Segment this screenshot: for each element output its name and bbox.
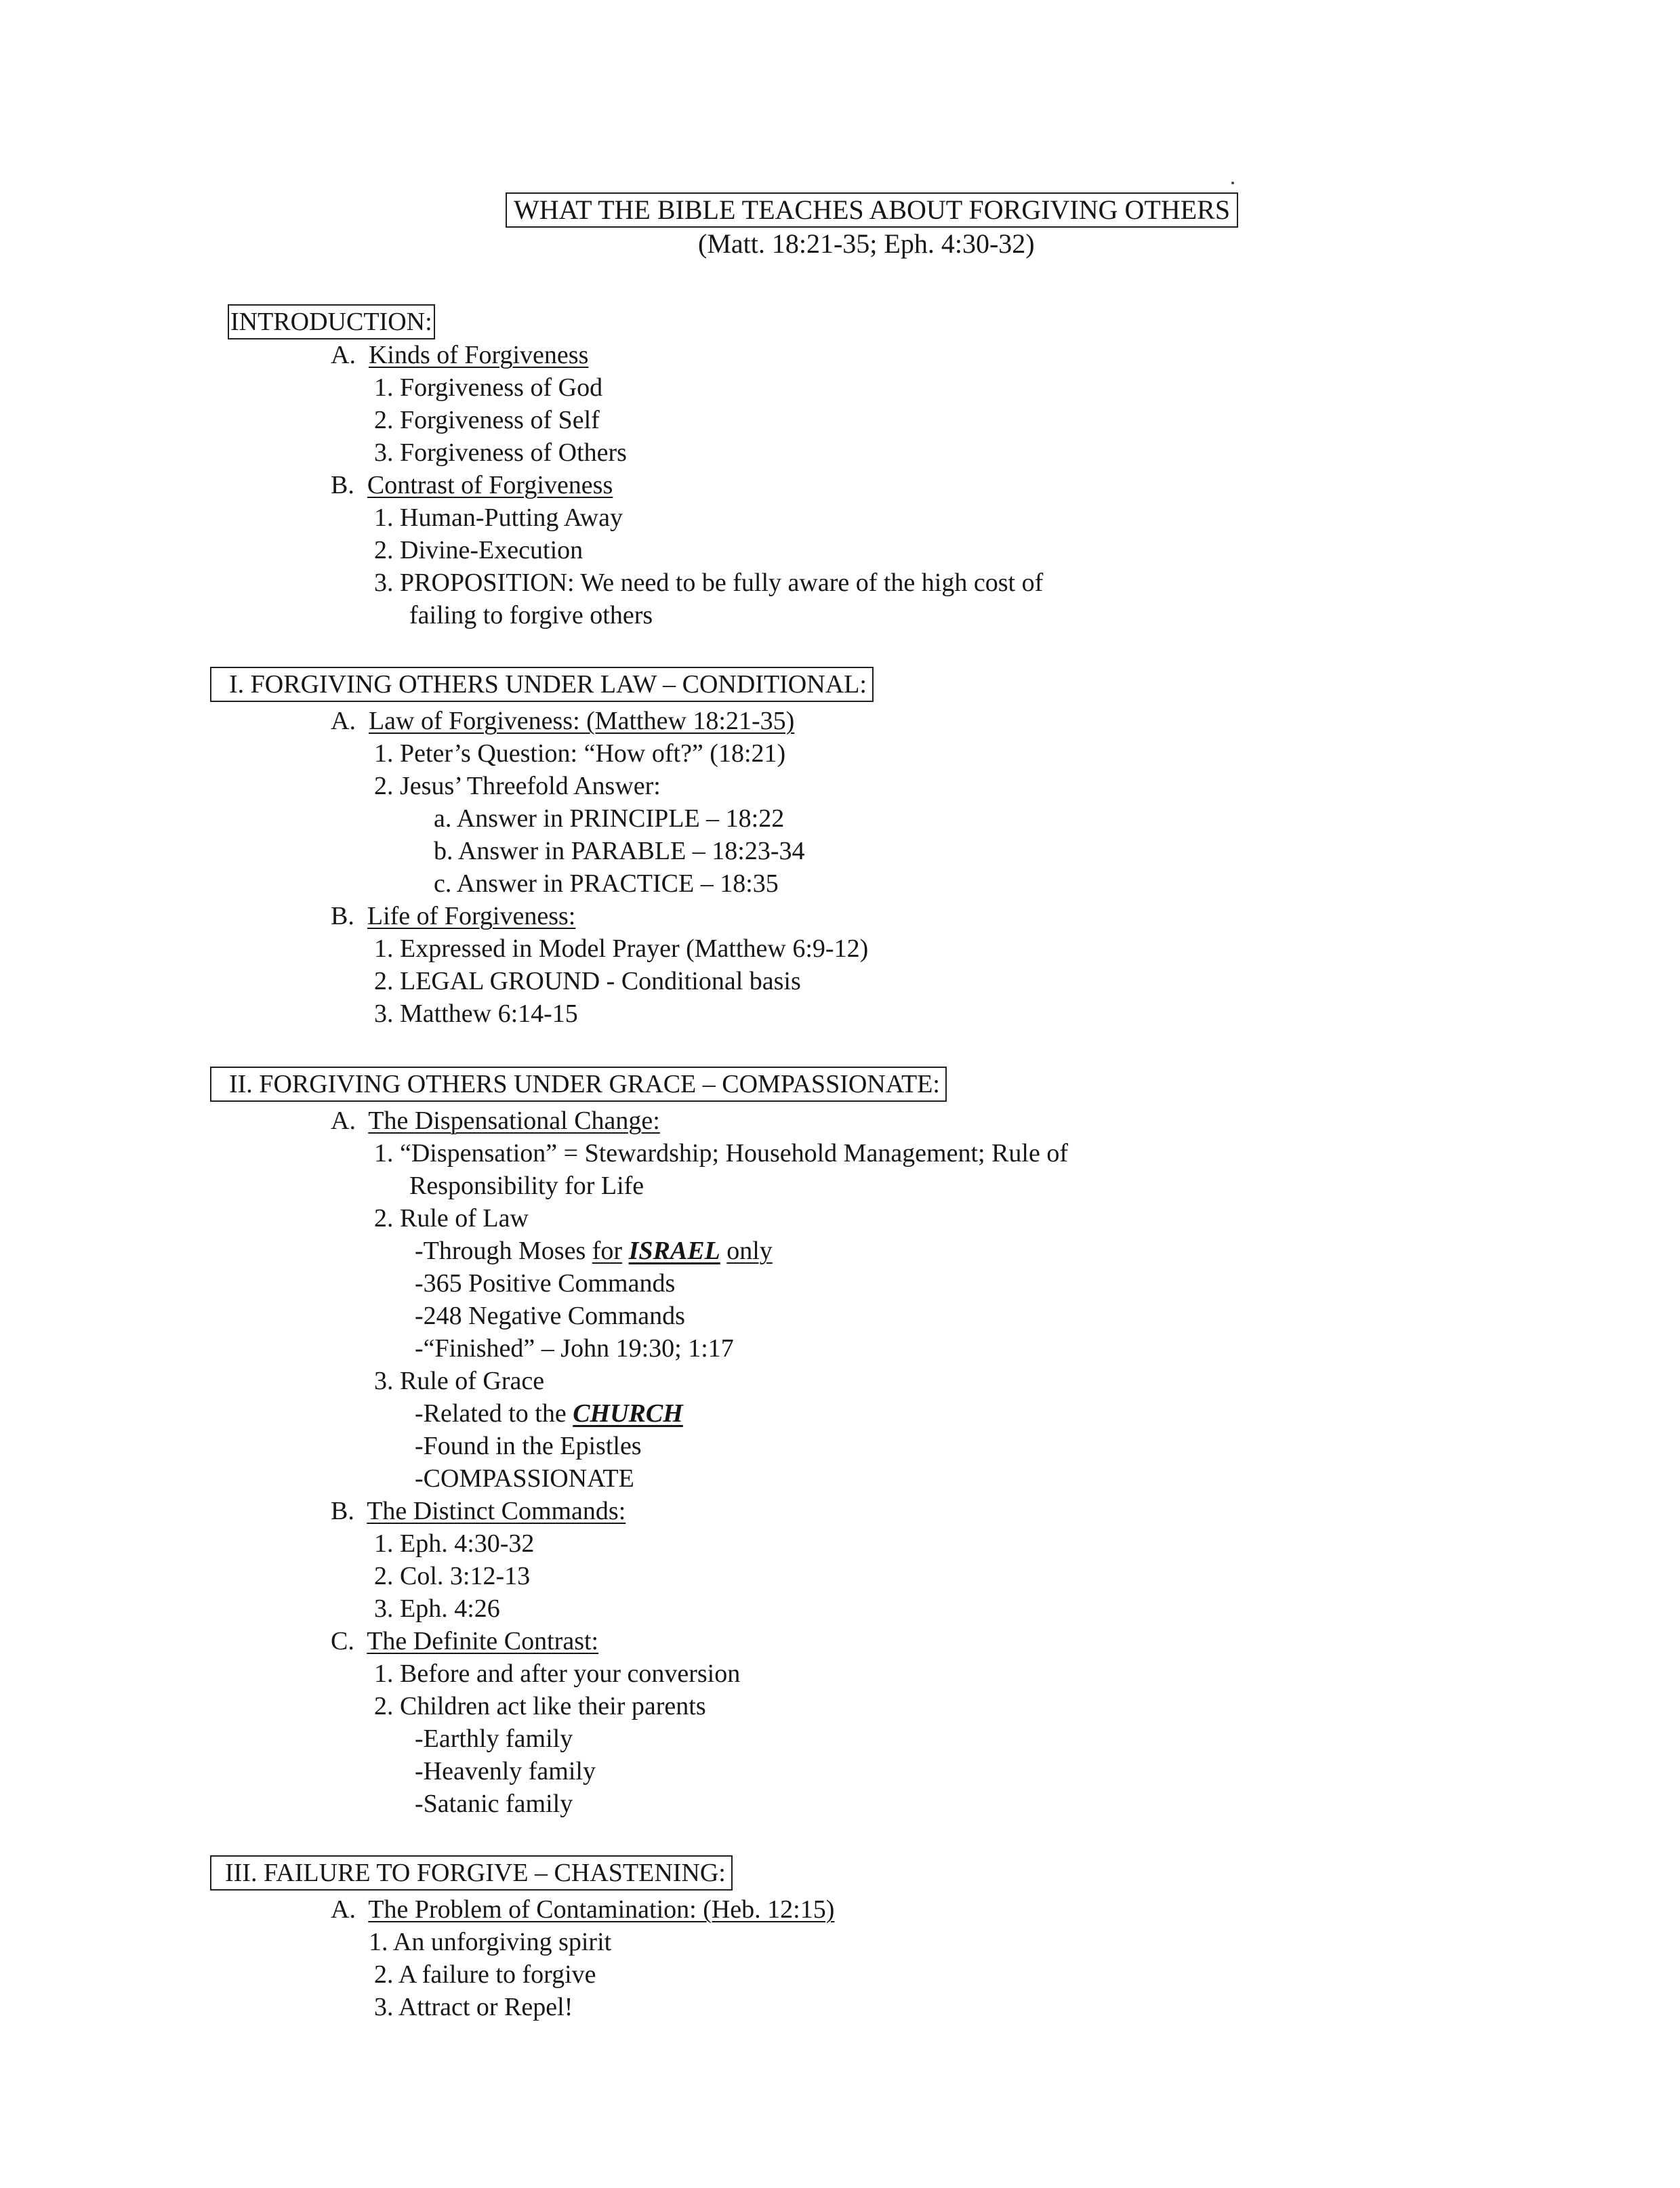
sub-list-item: -365 Positive Commands	[415, 1269, 676, 1298]
sub-list-item: -248 Negative Commands	[415, 1302, 685, 1330]
list-item: 2. Forgiveness of Self	[374, 406, 600, 434]
list-item: 2. A failure to forgive	[374, 1960, 596, 1989]
s2-a-heading	[331, 1105, 660, 1137]
intro-b-title: Contrast of Forgiveness	[367, 471, 613, 499]
grace-church-prefix: -Related to the	[415, 1399, 573, 1428]
s3-a-heading	[331, 1893, 834, 1926]
sub-list-item: -COMPASSIONATE	[415, 1464, 634, 1493]
grace-church-line	[415, 1397, 683, 1430]
list-item: 1. “Dispensation” = Stewardship; Household Management; Rule of	[374, 1139, 1069, 1168]
intro-a-title: Kinds of Forgiveness	[368, 341, 589, 369]
law-moses-prefix: -Through Moses	[415, 1237, 592, 1265]
s2-a-title: The Dispensational Change:	[368, 1107, 660, 1135]
document-subtitle: (Matt. 18:21-35; Eph. 4:30-32)	[698, 228, 1035, 259]
list-item: 2. LEGAL GROUND - Conditional basis	[374, 967, 801, 995]
s1-b-label: B.	[331, 902, 354, 930]
list-item-continuation: Responsibility for Life	[409, 1172, 644, 1200]
section-3-heading: III. FAILURE TO FORGIVE – CHASTENING:	[210, 1855, 733, 1891]
list-item: 1. An unforgiving spirit	[369, 1928, 612, 1956]
s2-c-heading	[331, 1625, 598, 1657]
s2-a-label: A.	[331, 1107, 356, 1135]
section-1-heading: I. FORGIVING OTHERS UNDER LAW – CONDITIONAL:	[210, 667, 874, 702]
list-item: 1. Eph. 4:30-32	[374, 1529, 535, 1558]
s2-b-heading	[331, 1495, 626, 1527]
list-item: 3. Eph. 4:26	[374, 1594, 500, 1623]
list-item: 1. Peter’s Question: “How oft?” (18:21)	[374, 739, 786, 768]
s1-a-label: A.	[331, 707, 356, 735]
sub-list-item: -Heavenly family	[415, 1757, 596, 1786]
introduction-heading: INTRODUCTION:	[228, 304, 435, 339]
sub-list-item: -Found in the Epistles	[415, 1432, 642, 1460]
s1-b-title: Life of Forgiveness:	[367, 902, 576, 930]
list-item: 2. Divine-Execution	[374, 536, 583, 564]
sub-list-item: -“Finished” – John 19:30; 1:17	[415, 1334, 734, 1363]
list-item: 2. Col. 3:12-13	[374, 1562, 531, 1590]
law-moses-only: only	[726, 1237, 773, 1265]
list-item: 1. Expressed in Model Prayer (Matthew 6:9-12)	[374, 934, 869, 963]
law-moses-line	[415, 1235, 773, 1267]
s1-a-heading	[331, 705, 794, 737]
list-item: 1. Forgiveness of God	[374, 373, 603, 402]
intro-a-label: A.	[331, 341, 356, 369]
s1-b-heading	[331, 900, 575, 932]
sub-list-item: a. Answer in PRINCIPLE – 18:22	[434, 804, 785, 833]
sub-list-item: c. Answer in PRACTICE – 18:35	[434, 869, 779, 898]
list-item-continuation: failing to forgive others	[409, 601, 653, 629]
s2-b-title: The Distinct Commands:	[367, 1497, 626, 1525]
section-2-heading: II. FORGIVING OTHERS UNDER GRACE – COMPASSIONATE:	[210, 1067, 947, 1102]
list-item: 2. Children act like their parents	[374, 1692, 706, 1720]
sub-list-item: -Earthly family	[415, 1725, 573, 1753]
stray-mark	[1231, 182, 1234, 184]
document-title: WHAT THE BIBLE TEACHES ABOUT FORGIVING OTHERS	[506, 192, 1238, 228]
sub-list-item: -Satanic family	[415, 1790, 573, 1818]
s3-a-label: A.	[331, 1895, 356, 1924]
list-item: 2. Jesus’ Threefold Answer:	[374, 772, 661, 800]
sub-list-item: b. Answer in PARABLE – 18:23-34	[434, 837, 805, 865]
israel-emphasis: ISRAEL	[628, 1237, 720, 1265]
intro-a-heading	[331, 339, 588, 371]
s3-a-title: The Problem of Contamination: (Heb. 12:15)	[368, 1895, 835, 1924]
s2-c-label: C.	[331, 1627, 354, 1655]
s2-c-title: The Definite Contrast:	[367, 1627, 599, 1655]
intro-b-label: B.	[331, 471, 354, 499]
church-emphasis: CHURCH	[573, 1399, 683, 1428]
intro-b-heading	[331, 469, 613, 501]
s2-b-label: B.	[331, 1497, 354, 1525]
list-item: 3. Attract or Repel!	[374, 1993, 573, 2021]
s1-a-title: Law of Forgiveness: (Matthew 18:21-35)	[368, 707, 795, 735]
law-moses-for: for	[592, 1237, 623, 1265]
list-item: 3. Rule of Grace	[374, 1367, 545, 1395]
list-item: 3. PROPOSITION: We need to be fully aware of the high cost of	[374, 569, 1044, 597]
list-item: 1. Human-Putting Away	[374, 503, 623, 532]
list-item: 3. Matthew 6:14-15	[374, 999, 578, 1028]
list-item: 2. Rule of Law	[374, 1204, 529, 1233]
list-item: 3. Forgiveness of Others	[374, 438, 627, 467]
list-item: 1. Before and after your conversion	[374, 1659, 741, 1688]
